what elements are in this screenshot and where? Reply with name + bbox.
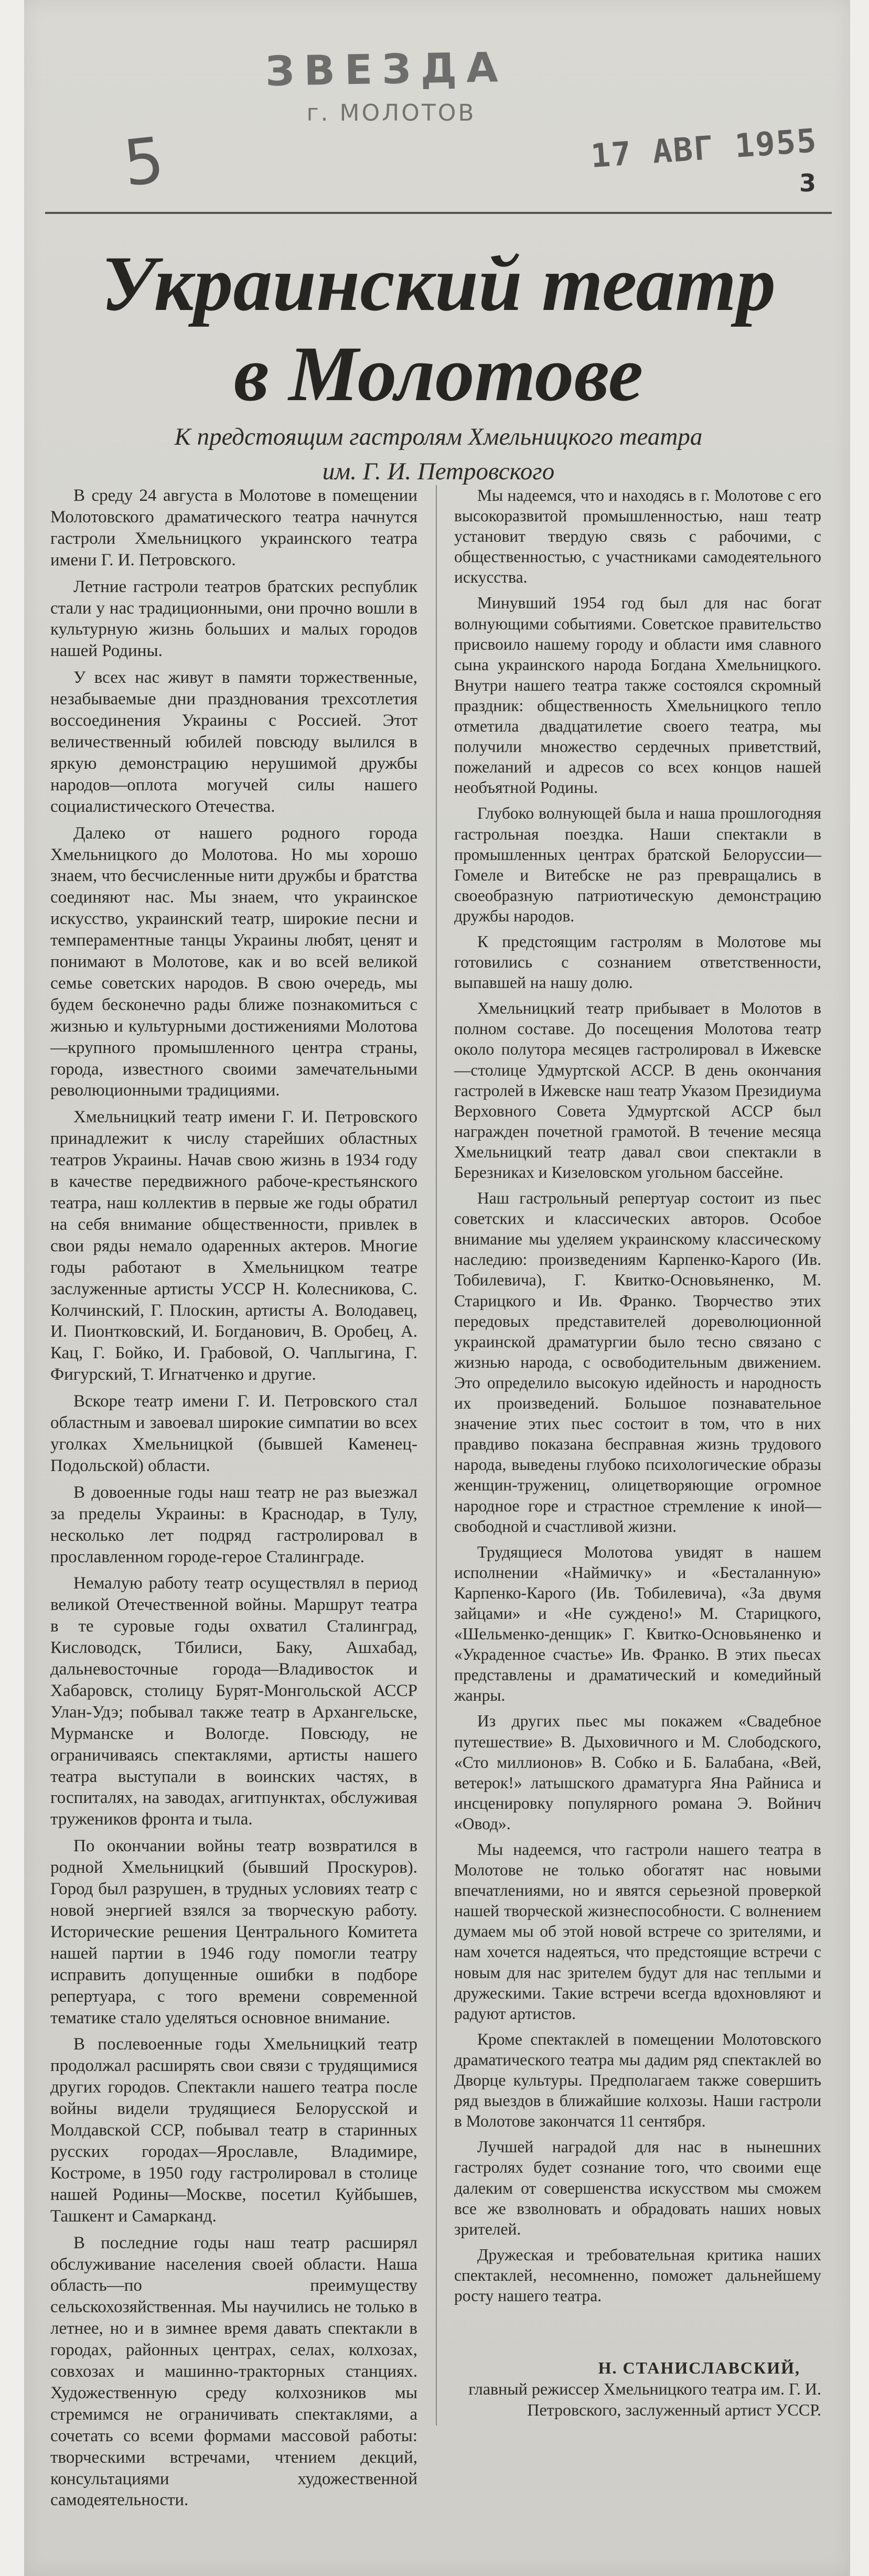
article-paragraph: По окончании войны театр возвратился в родной Хмельницкий (бывший Проскуров). Город был разрушен, в трудных условиях театр с новой энергией взялся за творческую работу. Исторические решения Центрального Комитета нашей партии в 1946 году помогли театру исправить допущенные ошибки в подборе репертуара, с того времени современной тематике стало уделяться основное внимание. (50, 1837, 417, 2027)
article-paragraph: В довоенные годы наш театр не раз выезжал за пределы Украины: в Краснодар, в Тулу, несколько лет подряд гастролировал в прославленном городе-герое Сталинграде. (50, 1483, 417, 1566)
newspaper-clipping (24, 0, 850, 2576)
article-paragraph: Минувший 1954 год был для нас богат волнующими событиями. Советское правительство присвоило нашему городу и области имя славного сына украинского народа Богдана Хмельницкого. Внутри нашего театра также состоялся скромный праздник: общественность Хмельницкого тепло отметила двадцатилетие своего театра, мы получили множество сердечных приветствий, пожеланий и адресов со всех концов нашей необъятной Родины. (454, 594, 821, 797)
article-paragraph: Наш гастрольный репертуар состоит из пьес советских и классических авторов. Особое внимание мы уделяем украинскому классическому наследию: произведениям Карпенко-Карого (Ив. Тобилевича), Г. Квитко-Основьяненко, М. Старицкого и Ив. Франко. Творчество этих передовых представителей дореволюционной украинской драматургии было тесно связано с жизнью народа, с освободительным движением. Это определило высокую идейность и народность их произведений. Большое познавательное значение этих пьес состоит в том, что в них правдиво показана бесправная жизнь трудового народа, выведены глубоко психологические образы женщин-тружениц, олицетворяющие огромное народное горе и страстное стремление к иной—свободной и счастливой жизни. (454, 1189, 821, 1536)
article-paragraph: Из других пьес мы покажем «Свадебное путешествие» В. Дыховичного и М. Слободского, «Сто миллионов» В. Собко и Б. Балабана, «Вей, ветерок!» латышского драматурга Яна Райниса и инсценировку популярного романа Э. Войнич «Овод». (454, 1712, 821, 1833)
article-paragraph: Немалую работу театр осуществлял в период великой Отечественной войны. Маршрут театра в те суровые годы охватил Сталинград, Кисловодск, Тбилиси, Баку, Ашхабад, дальневосточные города—Владивосток и Хабаровск, столицу Бурят-Монгольской АССР Улан-Удэ; побывал также театр в Архангельске, Мурманске и Вологде. Повсюду, не ограничиваясь спектаклями, артисты нашего театра выступали в воинских частях, в госпиталях, на заводах, агитпунктах, обслуживая тружеников фронта и тыла. (50, 1574, 417, 1829)
article-paragraph: Мы надеемся, что и находясь в г. Молотове с его высокоразвитой промышленностью, наш театр установит твердую связь с рабочими, с общественностью, с участниками самодеятельного искусства. (454, 486, 821, 587)
column-divider (436, 485, 437, 2425)
article-paragraph: Трудящиеся Молотова увидят в нашем исполнении «Наймичку» и «Бесталанную» Карпенко-Карого (Ив. Тобилевича), «За двумя зайцами» и «Не суждено!» М. Старицкого, «Шельменко-денщик» Г. Квитко-Основьяненко и «Украденное счастье» Ив. Франко. В этих пьесах представлены и драматический и комедийный жанры. (454, 1542, 821, 1705)
subheadline-line-2: им. Г. И. Петровского (322, 458, 555, 485)
article-signature (454, 2357, 821, 2420)
author-name: Н. СТАНИСЛАВСКИЙ, (598, 2358, 800, 2377)
article-subheadline (45, 420, 832, 489)
date-stamp: 17 АВГ 1955 (589, 121, 819, 175)
header-rule (45, 212, 832, 214)
subheadline-line-1: К предстоящим гастролям Хмельницкого театра (174, 423, 703, 450)
article-paragraph: В послевоенные годы Хмельницкий театр продолжал расширять свои связи с трудящимися других городов. Спектакли нашего театра после войны видели трудящиеся Белорусской и Молдавской ССР, побывал театр в старинных русских городах—Ярославле, Владимире, Костроме, в 1950 году гастролировал в столице нашей Родины—Москве, посетил Куйбышев, Ташкент и Самарканд. (50, 2035, 417, 2226)
handwritten-archive-number: 5 (120, 124, 168, 201)
article-column-right (454, 485, 821, 2311)
article-paragraph: К предстоящим гастролям в Молотове мы готовились с сознанием ответственности, выпавшей на нашу долю. (454, 932, 821, 992)
article-paragraph: Лучшей наградой для нас в нынешних гастролях будет сознание того, что своими еще далеким от совершенства искусством мы сможем все же взволновать и обрадовать наших новых зрителей. (454, 2138, 821, 2238)
article-paragraph: Далеко от нашего родного города Хмельницкого до Молотова. Но мы хорошо знаем, что бесчисленные нити дружбы и братства соединяют нас. Мы знаем, что украинское искусство, украинский театр, широкие песни и темпераментные танцы Украины любят, ценят и понимают в Молотове, как и во всей великой семье советских народов. В свою очередь, мы будем бесконечно рады ближе познакомиться с жизнью и культурными достижениями Молотова—крупного промышленного центра страны, города, известного своими замечательными революционными традициями. (50, 823, 417, 1100)
article-paragraph: Мы надеемся, что гастроли нашего театра в Молотове не только обогатят нас новыми впечатлениями, но и явятся серьезной проверкой нашей творческой жизнеспособности. С волнением думаем мы об этой новой встрече со зрителями, и нам хочется надеяться, что предстоящие встречи с новым для нас зрителем будут для нас теплыми и дружескими. Такие встречи всегда вдохновляют и радуют артистов. (454, 1840, 821, 2023)
headline-line-2: в Молотове (233, 330, 643, 417)
article-headline (45, 239, 832, 419)
article-paragraph: Вскоре театр имени Г. И. Петровского стал областным и завоевал широкие симпатии во всех уголках Хмельницкой (бывшей Каменец-Подольской) области. (50, 1392, 417, 1475)
author-title: главный режиссер Хмельницкого театра им. Г. И. Петровского, заслуженный артист УССР. (468, 2379, 821, 2419)
newspaper-name-stamp: ЗВЕЗДА (265, 44, 508, 96)
article-paragraph: Хмельницкий театр имени Г. И. Петровского принадлежит к числу старейших областных театров Украины. Начав свою жизнь в 1934 году в качестве передвижного рабоче-крестьянского театра, наш коллектив в первые же годы обратил на себя внимание общественности, привлек в свои ряды немало одаренных актеров. Многие годы работают в Хмельницком театре заслуженные артисты УССР Н. Колесникова, С. Колчинский, Г. Плоскин, артисты А. Володавец, И. Пионтковский, И. Богданович, В. Оробец, А. Кац, Г. Бойко, И. Грабовой, О. Чаплыгина, Г. Фигурский, Т. Игнатченко и другие. (50, 1108, 417, 1384)
article-paragraph: В последние годы наш театр расширял обслуживание населения своей области. Наша область—по преимуществу сельскохозяйственная. Мы научились не только в летнее, но и в зимнее время давать спектакли в городах, районных центрах, селах, колхозах, совхозах и машинно-тракторных станциях. Художественную среду колхозников мы стремимся не ограничивать спектаклями, а сочетать со всеми формами массовой работы: творческими встречами, чтением декций, консультациями художественной самодеятельности. (50, 2233, 417, 2510)
article-paragraph: В среду 24 августа в Молотове в помещении Молотовского драматического театра начнутся гастроли Хмельницкого украинского театра имени Г. И. Петровского. (50, 486, 417, 570)
newspaper-city-stamp: г. МОЛОТОВ (306, 100, 476, 126)
article-paragraph: Кроме спектаклей в помещении Молотовского драматического театра мы дадим ряд спектаклей во Дворце культуры. Предполагаем также совершить ряд выездов в ближайшие колхозы. Наши гастроли в Молотове закончатся 11 сентября. (454, 2030, 821, 2131)
article-paragraph: У всех нас живут в памяти торжественные, незабываемые дни празднования трехсотлетия воссоединения Украины с Россией. Этот величественный юбилей повсюду вылился в яркую демонстрацию нерушимой дружбы народов—оплота могучей силы нашего социалистического Отечества. (50, 668, 417, 816)
headline-line-1: Украинский театр (101, 240, 776, 327)
article-column-left (50, 485, 417, 2516)
article-paragraph: Хмельницкий театр прибывает в Молотов в полном составе. До посещения Молотова театр около полутора месяцев гастролировал в Ижевске—столице Удмуртской АССР. В день окончания гастролей в Ижевске наш театр Указом Президиума Верховного Совета Удмуртской АССР был награжден почетной грамотой. В течение месяца Хмельницкий театр давал свои спектакли в Березниках и Кизеловском угольном бассейне. (454, 999, 821, 1182)
article-paragraph: Глубоко волнующей была и наша прошлогодняя гастрольная поездка. Наши спектакли в промышленных центрах братской Белоруссии—Гомеле и Витебске не раз превращались в своеобразную патриотическую демонстрацию дружбы народов. (454, 804, 821, 925)
article-paragraph: Дружеская и требовательная критика наших спектаклей, несомненно, поможет дальнейшему росту нашего театра. (454, 2245, 821, 2305)
page-number: 3 (799, 169, 817, 197)
article-paragraph: Летние гастроли театров братских республик стали у нас традиционными, они прочно вошли в культурную жизнь больших и малых городов нашей Родины. (50, 577, 417, 661)
